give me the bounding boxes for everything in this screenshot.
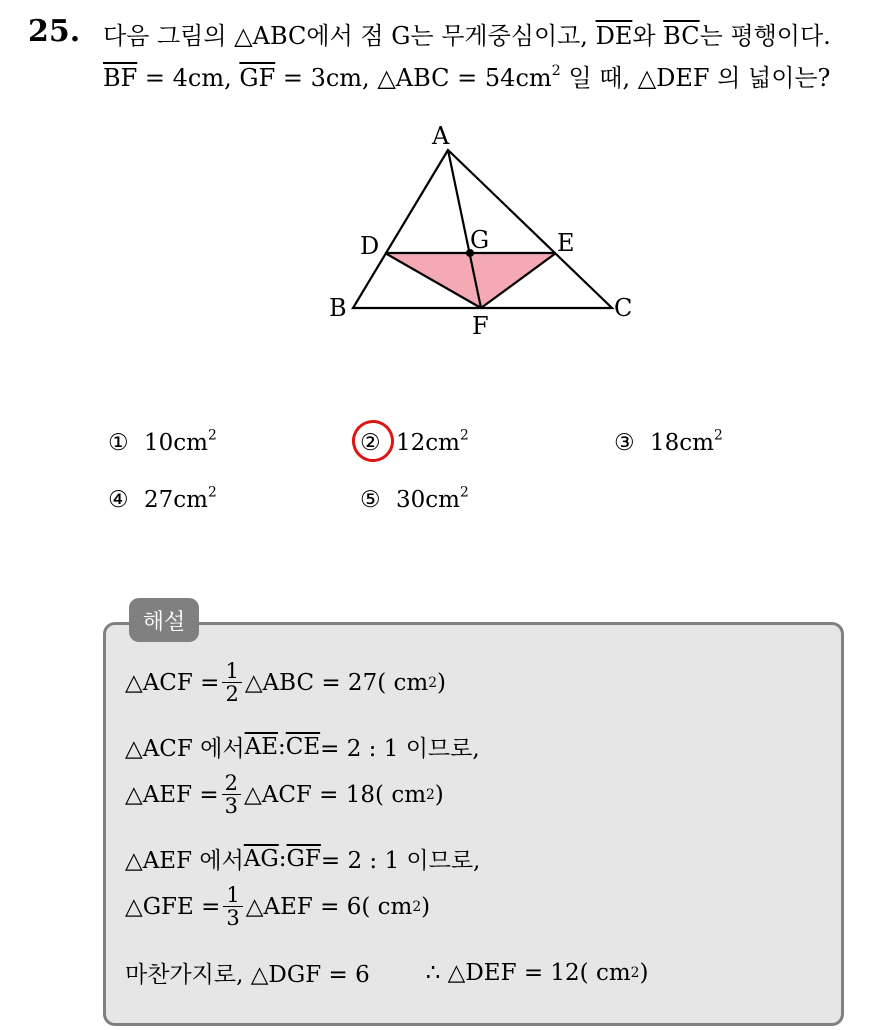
- question-text: 는 평행이다.: [699, 22, 831, 50]
- fraction: $\frac{1}{2}$: [222, 660, 241, 705]
- superscript: 2: [551, 63, 561, 80]
- question-text: 일 때, △DEF 의 넓이는?: [560, 64, 831, 92]
- segment-bf: $\overline{BF}$: [103, 64, 138, 92]
- solution-line-1: △ACF = $\frac{1}{2}$ △ABC = 27( cm 2 ): [125, 659, 446, 707]
- question-text: 와: [632, 22, 664, 50]
- answer-circle-mark: [348, 416, 398, 466]
- question-text: 다음 그림의 △ABC에서 점 G는 무게중심이고,: [103, 22, 596, 50]
- question-text: = 4cm,: [137, 64, 240, 92]
- choice-3[interactable]: ③ $18cm^2$: [614, 427, 723, 456]
- fraction: $\frac{1}{3}$: [223, 884, 242, 929]
- vertex-label-b: B: [329, 294, 347, 322]
- question-text: = 3cm, △ABC = 54cm: [275, 64, 552, 92]
- solution-line-4: △AEF 에서 $\overline{AG}$ : $\overline{GF}$ = 2 : 1 이므로,: [125, 845, 481, 874]
- vertex-label-a: A: [432, 122, 450, 150]
- solution-line-6: 마찬가지로, △DGF = 6 ∴ △DEF = 12( cm 2 ): [125, 959, 649, 988]
- vertex-label-c: C: [614, 294, 633, 322]
- question-line-1: [103, 16, 831, 51]
- solution-line-3: △AEF = $\frac{2}{3}$ △ACF = 18( cm 2 ): [125, 771, 444, 819]
- solution-tab: 해설: [129, 598, 199, 642]
- question-line-2: [103, 58, 830, 93]
- vertex-label-g: G: [470, 226, 490, 254]
- problem-number: 25.: [28, 14, 81, 49]
- solution-line-5: △GFE = $\frac{1}{3}$ △AEF = 6( cm 2 ): [125, 883, 431, 931]
- solution-line-2: △ACF 에서 $\overline{AE}$ : $\overline{CE}$ = 2 : 1 이므로,: [125, 733, 480, 762]
- fraction: $\frac{2}{3}$: [222, 772, 241, 817]
- choice-2[interactable]: ② $12cm^2$: [360, 427, 469, 456]
- segment-gf: $\overline{GF}$: [239, 64, 276, 92]
- choice-1[interactable]: ① $10cm^2$: [108, 427, 217, 456]
- triangle-figure: [320, 118, 640, 348]
- vertex-label-e: E: [557, 229, 575, 257]
- vertex-label-f: F: [472, 312, 489, 340]
- segment-bc: $\overline{BC}$: [663, 22, 700, 50]
- choice-4[interactable]: ④ $27cm^2$: [108, 484, 217, 513]
- segment-de: $\overline{DE}$: [595, 22, 633, 50]
- choice-5[interactable]: ⑤ $30cm^2$: [360, 484, 469, 513]
- vertex-label-d: D: [360, 232, 380, 260]
